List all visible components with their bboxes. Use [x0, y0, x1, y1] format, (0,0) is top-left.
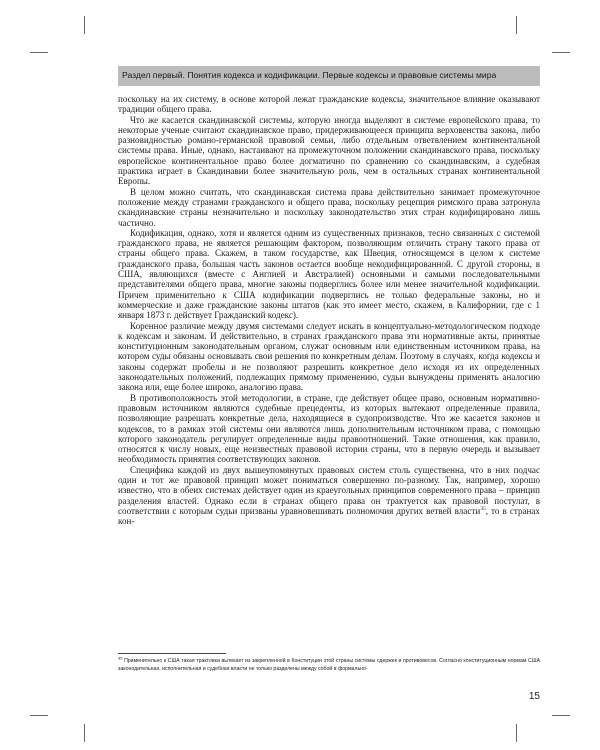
footnote-text: Применительно к США такая трактовка вытекает из закрепленной в Конституции этой страны системы сдержек и противовесов. Согласно конституционным нормам США законодательная, исполнительная и судебная власти не только разделены между собой в формально-	[118, 658, 540, 672]
footnote	[118, 655, 540, 673]
paragraph: Что же касается скандинавской системы, которую иногда выделяют в системе европейского права, то некоторые ученые считают скандинавское право, придерживающееся принципа верховенства закона, либо разновидностью романо-германской правовой семьи, либо отдельным ответвлением континентальной системы права. Иные, однако, настаивают на промежуточном положении скандинавского права, поскольку европейское континентальное право более догматично по сравнению со скандинавским, а судебная практика играет в Скандинавии более значительную роль, чем в остальных странах континентальной Европы.	[118, 114, 540, 187]
main-text	[118, 94, 540, 526]
footnote-reference[interactable]: 35	[480, 505, 486, 512]
page-number: 15	[528, 691, 540, 702]
paragraph-text: , то в странах кон-	[118, 505, 540, 527]
paragraph	[118, 465, 540, 527]
crop-mark	[84, 16, 85, 34]
footnote-divider	[118, 653, 226, 654]
crop-mark	[516, 724, 517, 742]
paragraph: поскольку на их систему, в основе которой лежат гражданские кодексы, значительное влияние оказывают традиции общего права.	[118, 94, 540, 115]
crop-mark	[30, 715, 48, 716]
crop-mark	[30, 52, 48, 53]
footnote-marker: 35	[118, 655, 123, 661]
paragraph: В целом можно считать, что скандинавская система права действительно занимает промежуточное положение между странами гражданского и общего права, поскольку рецепция римского права затронула скандинавские страны незначительно и поскольку законодательство этих стран кодифицировано лишь частично.	[118, 186, 540, 228]
running-header: Раздел первый. Понятия кодекса и кодификации. Первые кодексы и правовые системы мира	[122, 70, 497, 80]
crop-mark	[552, 715, 570, 716]
paragraph: Коренное различие между двумя системами следует искать в концептуально-методологическом подходе к кодексам и законам. И действительно, в странах гражданского права эти нормативные акты, принятые конституционным законодательным органом, служат основным или единственным источником права, на котором суды обязаны основывать свои решения по конкретным делам. Поэтому в случаях, когда кодексы и законы содержат пробелы и не позволяют разрешить конкретное дело исходя из их определенных законодательных положений, подлежащих прямому применению, судьи вынуждены применять аналогию закона или, еще более широко, аналогию права.	[118, 320, 540, 393]
crop-mark	[84, 724, 85, 742]
crop-mark	[552, 52, 570, 53]
paragraph: В противоположность этой методологии, в стране, где действует общее право, основным нормативно-правовым источником являются судебные прецеденты, из которых вытекают определенные правила, позволяющие разрешать конкретные дела, находящиеся в судопроизводстве. Что же касается законов и кодексов, то в рамках этой системы они являются лишь дополнительным источником права, с помощью которого законодатель регулирует определенные виды правоотношений. Такие отношения, как правило, относятся к числу новых, еще неизвестных правовой истории страны, что в первую очередь и вызывает необходимость принятия соответствующих законов.	[118, 392, 540, 465]
paragraph-text: Специфика каждой из двух вышеупомянутых правовых систем столь существенна, что в них подчас один и тот же правовой принцип может пониматься совершенно по-разному. Так, например, хорошо известно, что в обеих системах действует один из краеугольных принципов современного права – принцип разделения властей. Однако если в странах общего права он трактуется как правовой постулат, в соответствии с которым судьи призваны уравновешивать полномочия других ветвей власти	[118, 464, 540, 516]
paragraph: Кодификация, однако, хотя и является одним из существенных признаков, тесно связанных с системой гражданского права, не является решающим фактором, позволяющим отличить страну такого права от страны общего права. Скажем, в таком государстве, как Швеция, относящемся в целом к системе гражданского права, большая часть законов остается вообще некодифицированной. С другой стороны, в США, являющихся (вместе с Англией и Австралией) основными и самыми последовательными представителями общего права, многие законы подверглись более или менее значительной кодификации. Причем применительно к США кодификации подверглись не только федеральные законы, но и коммерческие и даже гражданские законы штатов (как это имеет место, скажем, в Калифорнии, где с 1 января 1873 г. действует Гражданский кодекс).	[118, 227, 540, 321]
crop-mark	[516, 16, 517, 34]
